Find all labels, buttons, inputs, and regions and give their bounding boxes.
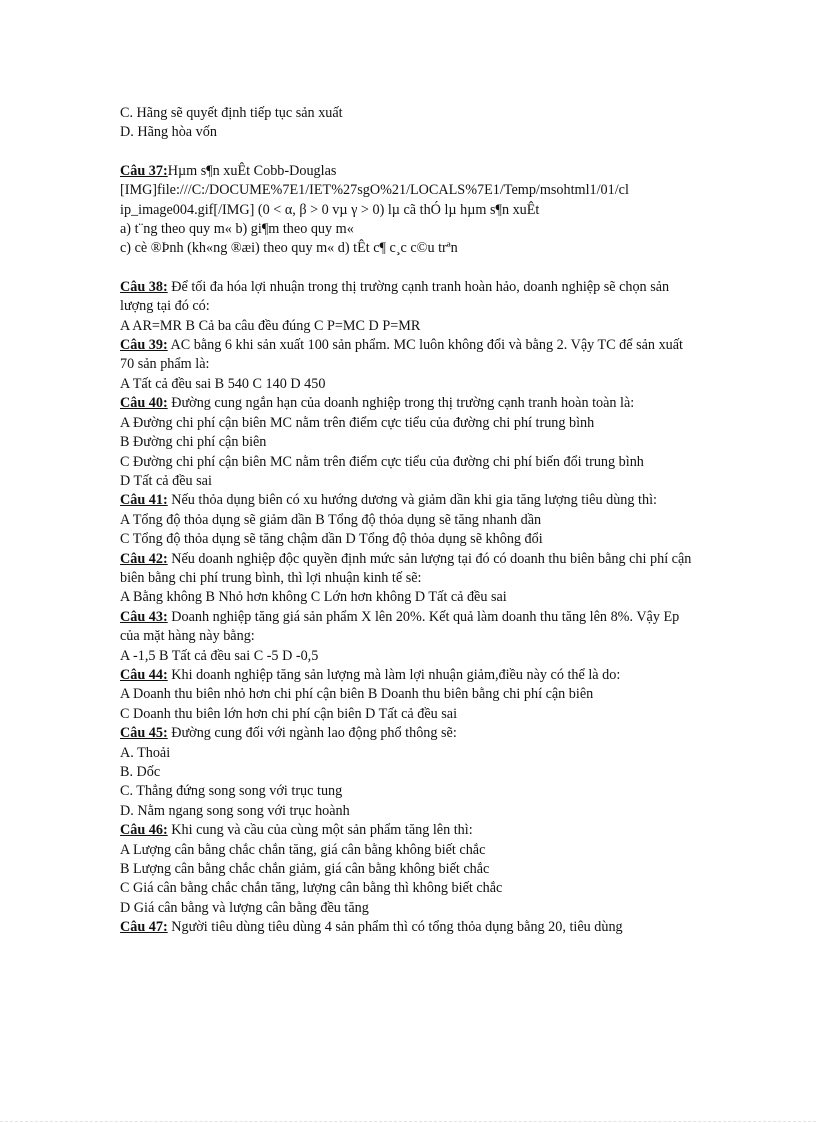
question-text: Để tối đa hóa lợi nhuận trong thị trường cạnh tranh hoàn hảo, doanh nghiệp sẽ chọn sản lượng tại đó có: — [120, 278, 670, 315]
option-line: C. Thẳng đứng song song với trục tung — [120, 783, 343, 800]
question-label: Câu 47: — [120, 919, 168, 936]
question-text: Người tiêu dùng tiêu dùng 4 sản phẩm thì có tổng thỏa dụng bằng 20, tiêu dùng — [167, 919, 623, 936]
option-line: A Tổng độ thỏa dụng sẽ giảm dần B Tổng độ thỏa dụng sẽ tăng nhanh dần — [120, 511, 542, 528]
question-label: Câu 39: — [120, 337, 168, 354]
option-line: A -1,5 B Tất cả đều sai C -5 D -0,5 — [120, 647, 319, 664]
question-text-line: ip_image004.gif[/IMG] (0 < α, β > 0 vµ γ > 0) lµ cã thÓ lµ hµm s¶n xuÊt — [120, 201, 540, 218]
question-39 — [120, 336, 700, 375]
option-line: C Doanh thu biên lớn hơn chi phí cận biên D Tất cả đều sai — [120, 705, 458, 722]
question-44 — [120, 666, 700, 685]
question-46 — [120, 821, 700, 840]
question-37 — [120, 162, 700, 181]
option-line: D. Nằm ngang song song với trục hoành — [120, 802, 350, 819]
option-line: a) t¨ng theo quy m« b) gi¶m theo quy m« — [120, 221, 354, 238]
question-43 — [120, 608, 700, 647]
question-41 — [120, 491, 700, 510]
question-label: Câu 42: — [120, 550, 168, 567]
option-line: D. Hãng hòa vốn — [120, 124, 217, 141]
page-bottom-divider — [0, 1121, 816, 1122]
option-line: C Giá cân bằng chắc chắn tăng, lượng cân bằng thì không biết chắc — [120, 880, 503, 897]
option-line: A AR=MR B Cả ba câu đều đúng C P=MC D P=MR — [120, 317, 421, 334]
question-text: Nếu doanh nghiệp độc quyền định mức sản lượng tại đó có doanh thu biên bằng chi phí cận biên bằng chi phí trung bình, thì lợi nhuận kinh tế sẽ: — [120, 550, 692, 586]
question-42 — [120, 550, 700, 589]
question-45 — [120, 724, 700, 743]
spacer — [120, 259, 700, 278]
question-text: Doanh nghiệp tăng giá sản phẩm X lên 20%. Kết quả làm doanh thu tăng lên 8%. Vậy Ep của mặt hàng này bằng: — [120, 608, 680, 645]
question-text: Khi cung và cầu của cùng một sản phẩm tăng lên thì: — [167, 822, 473, 839]
question-label: Câu 41: — [120, 492, 168, 509]
option-line: B Lượng cân bằng chắc chắn giảm, giá cân bằng không biết chắc — [120, 861, 490, 878]
question-label: Câu 45: — [120, 725, 168, 742]
option-line: C Tổng độ thỏa dụng sẽ tăng chậm dần D Tổng độ thỏa dụng sẽ không đổi — [120, 531, 543, 548]
question-38 — [120, 278, 700, 317]
option-line: B Đường chi phí cận biên — [120, 434, 267, 451]
option-line: A Lượng cân bằng chắc chắn tăng, giá cân bằng không biết chắc — [120, 841, 486, 858]
question-label: Câu 38: — [120, 278, 168, 295]
option-line: C. Hãng sẽ quyết định tiếp tục sản xuất — [120, 105, 343, 121]
question-label: Câu 37: — [120, 162, 168, 179]
option-line: A Đường chi phí cận biên MC nằm trên điểm cực tiểu của đường chi phí trung bình — [120, 414, 595, 431]
question-47 — [120, 918, 700, 937]
question-label: Câu 43: — [120, 608, 168, 625]
question-text: Hµm s¶n xuÊt Cobb-Douglas — [167, 162, 337, 179]
document-body — [120, 104, 700, 938]
question-40 — [120, 394, 700, 413]
option-line: D Tất cả đều sai — [120, 472, 212, 489]
option-line: C Đường chi phí cận biên MC nằm trên điểm cực tiểu của đường chi phí biến đổi trung bình — [120, 453, 644, 470]
question-text: AC bằng 6 khi sản xuất 100 sản phẩm. MC luôn không đổi và bằng 2. Vậy TC để sản xuất 70 sản phẩm là: — [120, 337, 684, 373]
question-text: Khi doanh nghiệp tăng sản lượng mà làm lợi nhuận giảm,điều này có thể là do: — [167, 666, 621, 683]
option-line: A. Thoải — [120, 744, 171, 761]
option-line: D Giá cân bằng và lượng cân bằng đều tăng — [120, 899, 369, 916]
option-line: A Doanh thu biên nhỏ hơn chi phí cận biên B Doanh thu biên bằng chi phí cận biên — [120, 686, 594, 703]
question-text: Nếu thỏa dụng biên có xu hướng dương và giảm dần khi gia tăng lượng tiêu dùng thì: — [167, 492, 657, 509]
option-line: c) cè ®Þnh (kh«ng ®æi) theo quy m« d) tÊt c¶ c¸c c©u trªn — [120, 240, 458, 257]
question-label: Câu 46: — [120, 822, 168, 839]
question-label: Câu 44: — [120, 666, 168, 683]
spacer — [120, 143, 700, 162]
option-line: B. Dốc — [120, 764, 161, 780]
question-label: Câu 40: — [120, 395, 168, 412]
question-text: Đường cung ngắn hạn của doanh nghiệp trong thị trường cạnh tranh hoàn toàn là: — [167, 395, 635, 412]
option-line: A Bằng không B Nhỏ hơn không C Lớn hơn không D Tất cả đều sai — [120, 589, 507, 606]
question-text-line: [IMG]file:///C:/DOCUME%7E1/IET%27sgO%21/LOCALS%7E1/Temp/msohtml1/01/cl — [120, 182, 629, 199]
question-text: Đường cung đối với ngành lao động phổ thông sẽ: — [167, 725, 457, 742]
option-line: A Tất cả đều sai B 540 C 140 D 450 — [120, 375, 326, 392]
